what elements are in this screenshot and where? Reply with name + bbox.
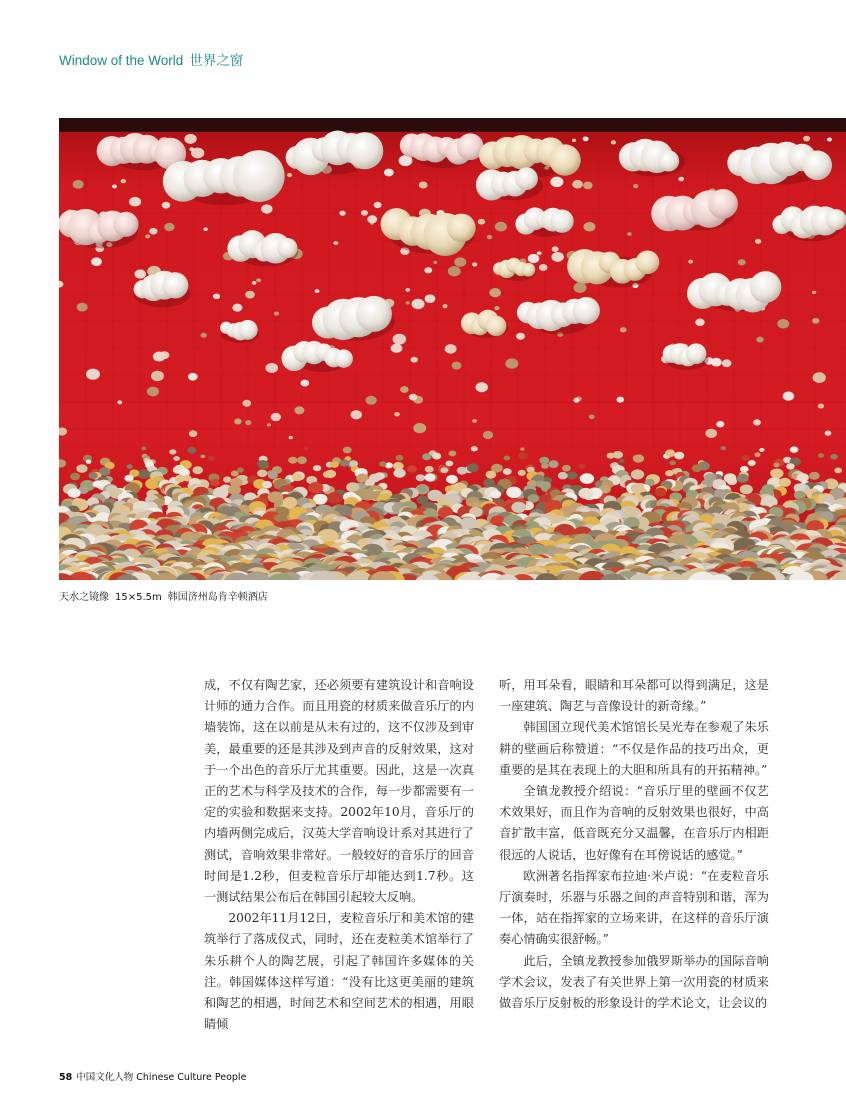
section-header bbox=[59, 49, 243, 69]
magazine-name-cn: 中国文化人物 bbox=[76, 1072, 134, 1083]
section-title-cn: 世界之窗 bbox=[189, 53, 244, 68]
photo-caption bbox=[59, 588, 268, 603]
artwork-photo bbox=[59, 118, 846, 580]
paragraph: 欧洲著名指挥家布拉迪·米卢说：“在麦粒音乐厅演奏时，乐器与乐器之间的声音特别和谐，浑为一体，站在指挥家的立场来讲，在这样的音乐厅演奏心情确实很舒畅。” bbox=[499, 868, 769, 947]
ceramic-mural-image bbox=[59, 118, 846, 580]
caption-location: 韩国济州岛肯辛顿酒店 bbox=[167, 592, 268, 603]
magazine-name-en: Chinese Culture People bbox=[136, 1072, 247, 1083]
page-footer bbox=[59, 1069, 246, 1083]
page-number: 58 bbox=[59, 1072, 73, 1083]
paragraph: 全镇龙教授介绍说：“音乐厅里的壁画不仅艺术效果好，而且作为音响的反射效果也很好，中高音扩散丰富，低音既充分又温馨，在音乐厅内相距很远的人说话，也好像有在耳傍说话的感觉。” bbox=[499, 784, 769, 862]
article-column-left bbox=[204, 675, 474, 1035]
article-column-right bbox=[499, 675, 769, 1014]
paragraph: 韩国国立现代美术馆馆长吴光寿在参观了朱乐耕的壁画后称赞道：“不仅是作品的技巧出众，更重要的是其在表现上的大胆和所具有的开拓精神。” bbox=[499, 720, 769, 777]
caption-size: 15×5.5m bbox=[115, 592, 162, 603]
paragraph: 此后，全镇龙教授参加俄罗斯举办的国际音响学术会议，发表了有关世界上第一次用瓷的材质来做音乐厅反射板的形象设计的学术论文，让会议的 bbox=[499, 953, 769, 1011]
section-title-en: Window of the World bbox=[59, 53, 184, 68]
paragraph: 2002年11月12日，麦粒音乐厅和美术馆的建筑举行了落成仪式，同时，还在麦粒美术馆举行了朱乐耕个人的陶艺展，引起了韩国许多媒体的关注。韩国媒体这样写道：“没有比这更美丽的建筑和陶艺的相遇，时间艺术和空间艺术的相遇，用眼睛倾 bbox=[204, 911, 474, 1032]
paragraph: 听，用耳朵看，眼睛和耳朵都可以得到满足，这是一座建筑、陶艺与音像设计的新奇缘。” bbox=[499, 678, 769, 714]
caption-title: 天水之镜像 bbox=[59, 592, 109, 603]
paragraph: 成，不仅有陶艺家，还必须要有建筑设计和音响设计师的通力合作。而且用瓷的材质来做音乐厅的内墙装饰，这在以前是从未有过的，这不仅涉及到审美，最重要的还是其涉及到声音的反射效果，这对于一个出色的音乐厅尤其重要。因此，这是一次真正的艺术与科学及技术的合作，每一步都需要有一定的实验和数据来支持。2002年10月，音乐厅的内墙两侧完成后，汉英大学音响设计系对其进行了测试，音响效果非常好。一般较好的音乐厅的回音时间是1.2秒，但麦粒音乐厅却能达到1.7秒。这一测试结果公布后在韩国引起较大反响。 bbox=[204, 678, 474, 905]
